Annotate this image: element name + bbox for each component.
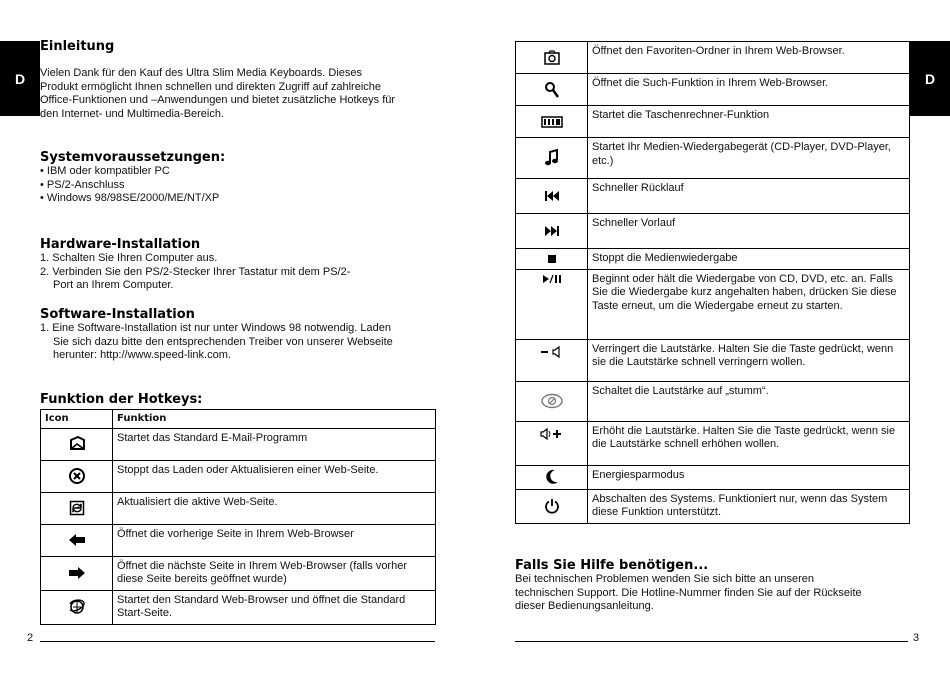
system-heading: Systemvoraussetzungen: <box>40 150 226 165</box>
footer-rule-right <box>515 641 908 642</box>
hardware-list <box>40 252 435 293</box>
language-tab-right: D <box>910 41 950 116</box>
volume-down-icon <box>540 346 564 358</box>
intro-heading: Einleitung <box>40 39 115 54</box>
table-row: Erhöht die Lautstärke. Halten Sie die Taste gedrückt, wenn sie die Lautstärke schnell erhöhen wollen. <box>516 421 910 465</box>
table-row: Abschalten des Systems. Funktioniert nur, wenn das System diese Funktion unterstützt. <box>516 489 910 523</box>
forward-arrow-icon <box>68 566 86 580</box>
help-text: Bei technischen Problemen wenden Sie sich bitte an unseren technischen Support. Die Hotline-Nummer finden Sie auf der Rückseite dieser Bedienungsanleitung. <box>515 573 862 613</box>
table-row: Beginnt oder hält die Wiedergabe von CD, DVD, etc. an. Falls Sie die Wiedergabe kurz angehalten haben, drücken Sie diese Taste erneut, um die Wiedergabe erneut zu starten. <box>516 269 910 339</box>
hardware-heading: Hardware-Installation <box>40 237 201 252</box>
list-item: 1. Eine Software-Installation ist nur unter Windows 98 notwendig. Laden <box>40 322 391 334</box>
page-number-right: 3 <box>913 632 920 644</box>
footer-rule-left <box>40 641 435 642</box>
table-row: Energiesparmodus <box>516 465 910 489</box>
power-icon <box>544 498 560 514</box>
help-heading: Falls Sie Hilfe benötigen... <box>515 558 709 573</box>
hotkeys-heading: Funktion der Hotkeys: <box>40 392 203 407</box>
list-item: 2. Verbinden Sie den PS/2-Stecker Ihrer Tastatur mit dem PS/2- <box>40 265 351 278</box>
table-row: Schneller Vorlauf <box>516 214 910 249</box>
table-row: Startet den Standard Web-Browser und öffnet die Standard Start-Seite. <box>41 590 436 624</box>
table-row: Öffnet den Favoriten-Ordner in Ihrem Web-Browser. <box>516 42 910 74</box>
col-header-function: Funktion <box>113 410 436 429</box>
volume-up-icon <box>540 428 564 440</box>
stop-load-icon <box>68 467 86 485</box>
fast-forward-icon <box>544 225 560 237</box>
list-item: • Windows 98/98SE/2000/ME/NT/XP <box>40 192 220 205</box>
table-row: Startet Ihr Medien-Wiedergabegerät (CD-Player, DVD-Player, etc.) <box>516 138 910 179</box>
table-row: Startet die Taschenrechner-Funktion <box>516 106 910 138</box>
table-row: Öffnet die vorherige Seite in Ihrem Web-Browser <box>41 524 436 556</box>
table-row: Schaltet die Lautstärke auf „stumm“. <box>516 381 910 421</box>
list-item: Port an Ihrem Computer. <box>53 279 174 292</box>
software-heading: Software-Installation <box>40 307 195 322</box>
stop-icon <box>547 254 557 264</box>
hotkey-table-right <box>515 41 910 524</box>
search-icon <box>544 81 560 99</box>
page-number-left: 2 <box>27 632 34 644</box>
table-row: Schneller Rücklauf <box>516 179 910 214</box>
calculator-icon <box>541 116 563 128</box>
list-item: Sie sich dazu bitte den entsprechenden Treiber von unserer Webseite <box>53 335 393 348</box>
table-row: Öffnet die nächste Seite in Ihrem Web-Browser (falls vorher diese Seite bereits geöffnet wurde) <box>41 556 436 590</box>
col-header-icon: Icon <box>41 410 113 429</box>
email-icon <box>68 435 86 453</box>
list-item: • PS/2-Anschluss <box>40 178 125 191</box>
refresh-icon <box>68 499 86 517</box>
favorites-icon <box>543 50 561 66</box>
table-row: Stoppt das Laden oder Aktualisieren einer Web-Seite. <box>41 460 436 492</box>
list-item: herunter: http://www.speed-link.com. <box>53 349 231 362</box>
rewind-icon <box>544 190 560 202</box>
sleep-moon-icon <box>545 469 559 485</box>
browser-home-icon <box>67 598 87 616</box>
table-row: Stoppt die Medienwiedergabe <box>516 249 910 270</box>
system-list <box>40 165 435 206</box>
play-pause-icon <box>542 274 562 284</box>
language-tab-left: D <box>0 41 40 116</box>
table-row: Öffnet die Such-Funktion in Ihrem Web-Browser. <box>516 74 910 106</box>
table-row: Startet das Standard E-Mail-Programm <box>41 428 436 460</box>
music-note-icon <box>544 149 560 167</box>
intro-text: Vielen Dank für den Kauf des Ultra Slim Media Keyboards. Dieses Produkt ermöglicht Ihnen schnellen und direkten Zugriff auf zahlreiche Office-Funktionen und –Anwendungen und bietet zusätzliche Hotkeys für den Internet- und Multimedia-Bereich. <box>40 67 396 120</box>
software-list <box>40 322 435 363</box>
hotkey-table-left <box>40 409 436 625</box>
back-arrow-icon <box>68 533 86 547</box>
list-item: 1. Schalten Sie Ihren Computer aus. <box>40 252 218 264</box>
list-item: • IBM oder kompatibler PC <box>40 165 170 177</box>
table-row: Aktualisiert die aktive Web-Seite. <box>41 492 436 524</box>
table-row: Verringert die Lautstärke. Halten Sie die Taste gedrückt, wenn sie die Lautstärke schnell verringern wollen. <box>516 339 910 381</box>
mute-icon <box>540 393 564 409</box>
